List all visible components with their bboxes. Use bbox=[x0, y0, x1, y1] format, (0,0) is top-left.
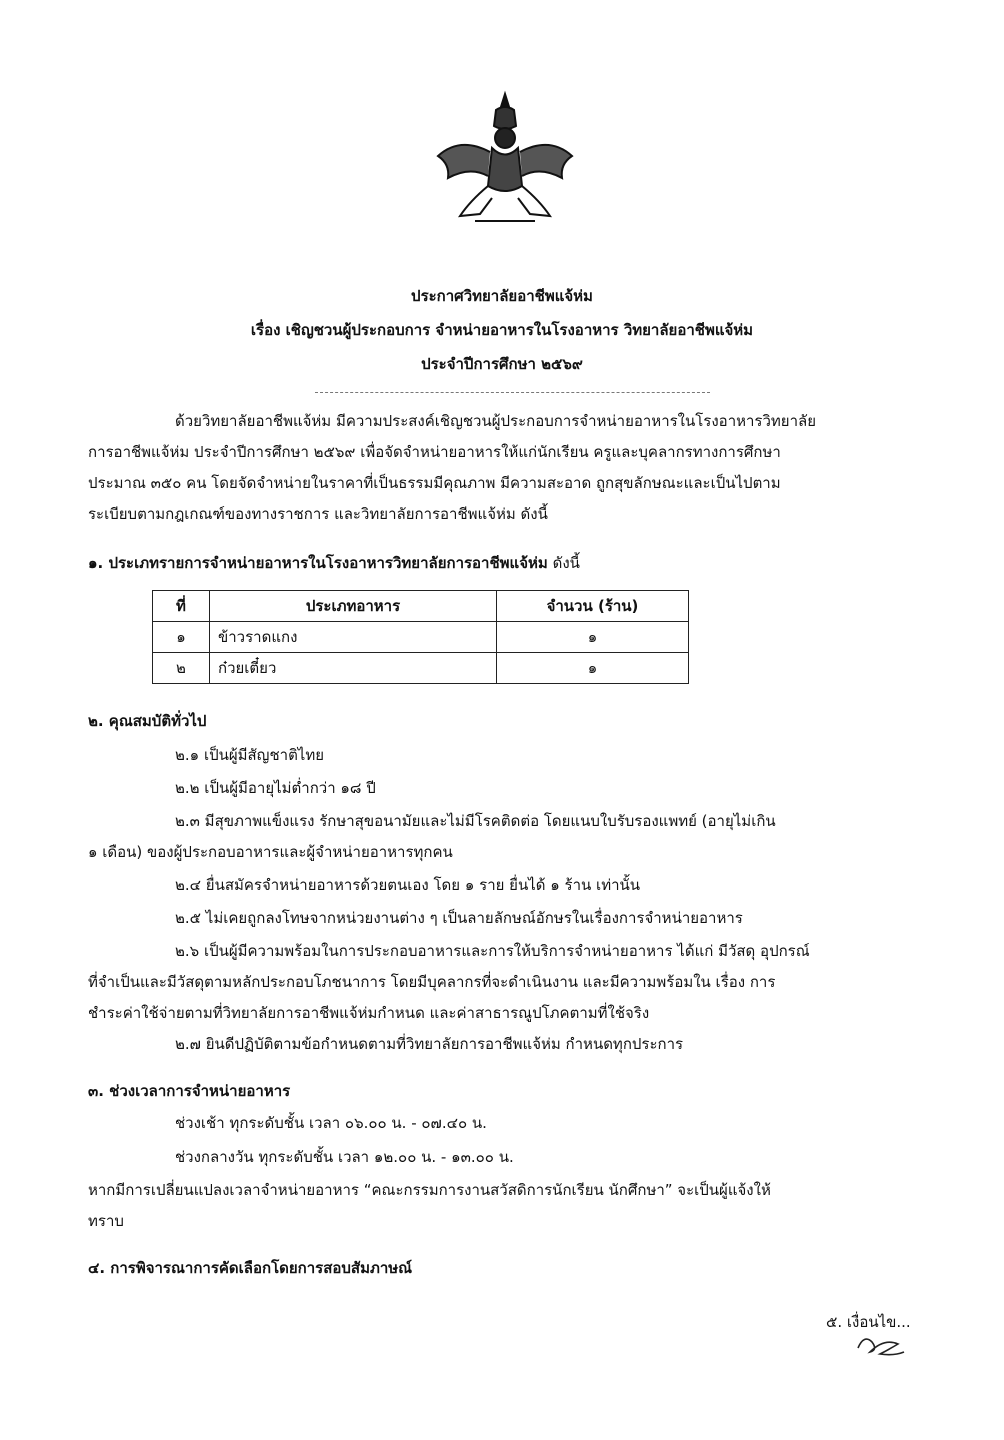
noon-hours: ช่วงกลางวัน ทุกระดับชั้น เวลา ๑๒.๐๐ น. - ๑๓.๐๐ น. bbox=[175, 1148, 514, 1166]
col-header-type: ประเภทอาหาร bbox=[210, 591, 497, 622]
section-1-suffix: ดังนี้ bbox=[552, 554, 580, 572]
initials-signature-icon bbox=[850, 1330, 910, 1360]
section-1-heading bbox=[88, 548, 580, 579]
cell-count: ๑ bbox=[497, 653, 689, 684]
section-4-title: ๔. การพิจารณาการคัดเลือกโดยการสอบสัมภาษณ์ bbox=[88, 1259, 413, 1277]
intro-line-3: ประมาณ ๓๕๐ คน โดยจัดจำหน่ายในราคาที่เป็นธรรมมีคุณภาพ มีความสะอาด ถูกสุขลักษณะและเป็นไปตาม bbox=[88, 474, 781, 492]
qualification-item: ๒.๔ ยื่นสมัครจำหน่ายอาหารด้วยตนเอง โดย ๑ ราย ยื่นได้ ๑ ร้าน เท่านั้น bbox=[175, 876, 641, 894]
academic-year: ประจำปีการศึกษา ๒๕๖๙ bbox=[421, 355, 583, 373]
table-row bbox=[153, 622, 689, 653]
schedule-note-cont: ทราบ bbox=[88, 1212, 124, 1230]
section-1-title: ๑. ประเภทรายการจำหน่ายอาหารในโรงอาหารวิทยาลัยการอาชีพแจ้ห่ม bbox=[88, 554, 548, 572]
cell-type: ก๋วยเตี๋ยว bbox=[210, 653, 497, 684]
qualification-item: ๒.๕ ไม่เคยถูกลงโทษจากหน่วยงานต่าง ๆ เป็นลายลักษณ์อักษรในเรื่องการจำหน่ายอาหาร bbox=[175, 909, 743, 927]
intro-line-2: การอาชีพแจ้ห่ม ประจำปีการศึกษา ๒๕๖๙ เพื่อจัดจำหน่ายอาหารให้แก่นักเรียน ครูและบุคลากรทางการศึกษา bbox=[88, 443, 781, 461]
intro-line-4: ระเบียบตามกฎเกณฑ์ของทางราชการ และวิทยาลัยการอาชีพแจ้ห่ม ดังนี้ bbox=[88, 505, 548, 523]
qualification-item: ๒.๗ ยินดีปฏิบัติตามข้อกำหนดตามที่วิทยาลัยการอาชีพแจ้ห่ม กำหนดทุกประการ bbox=[175, 1035, 684, 1053]
intro-line-1: ด้วยวิทยาลัยอาชีพแจ้ห่ม มีความประสงค์เชิญชวนผู้ประกอบการจำหน่ายอาหารในโรงอาหารวิทยาลัย bbox=[175, 412, 816, 430]
qualification-item-cont: ที่จำเป็นและมีวัสดุตามหลักประกอบโภชนาการ โดยมีบุคลากรที่จะดำเนินงาน และมีความพร้อมใน เรื่อง การ bbox=[88, 973, 776, 991]
morning-hours: ช่วงเช้า ทุกระดับชั้น เวลา ๐๖.๐๐ น. - ๐๗.๔๐ น. bbox=[175, 1114, 487, 1132]
qualification-item-cont: ชำระค่าใช้จ่ายตามที่วิทยาลัยการอาชีพแจ้ห่มกำหนด และค่าสาธารณูปโภคตามที่ใช้จริง bbox=[88, 1004, 650, 1022]
qualification-item: ๒.๓ มีสุขภาพแข็งแรง รักษาสุขอนามัยและไม่มีโรคติดต่อ โดยแนบใบรับรองแพทย์ (อายุไม่เกิน bbox=[175, 812, 776, 830]
section-2-title: ๒. คุณสมบัติทั่วไป bbox=[88, 712, 207, 730]
table-header-row bbox=[153, 591, 689, 622]
cell-type: ข้าวราดแกง bbox=[210, 622, 497, 653]
qualification-item-cont: ๑ เดือน) ของผู้ประกอบอาหารและผู้จำหน่ายอาหารทุกคน bbox=[88, 843, 453, 861]
cell-count: ๑ bbox=[497, 622, 689, 653]
section-3-title: ๓. ช่วงเวลาการจำหน่ายอาหาร bbox=[88, 1082, 291, 1100]
cell-no: ๑ bbox=[153, 622, 210, 653]
continue-marker: ๕. เงื่อนไข... bbox=[826, 1313, 911, 1331]
qualification-item: ๒.๒ เป็นผู้มีอายุไม่ต่ำกว่า ๑๘ ปี bbox=[175, 779, 376, 797]
qualification-item: ๒.๑ เป็นผู้มีสัญชาติไทย bbox=[175, 746, 325, 764]
food-type-table bbox=[152, 590, 689, 684]
announcement-title: ประกาศวิทยาลัยอาชีพแจ้ห่ม bbox=[411, 287, 593, 305]
table-row bbox=[153, 653, 689, 684]
cell-no: ๒ bbox=[153, 653, 210, 684]
qualification-item: ๒.๖ เป็นผู้มีความพร้อมในการประกอบอาหารและการให้บริการจำหน่ายอาหาร ได้แก่ มีวัสดุ อุปกรณ์ bbox=[175, 942, 810, 960]
col-header-count: จำนวน (ร้าน) bbox=[497, 591, 689, 622]
schedule-note: หากมีการเปลี่ยนแปลงเวลาจำหน่ายอาหาร “คณะกรรมการงานสวัสดิการนักเรียน นักศึกษา” จะเป็นผู้แจ้งให้ bbox=[88, 1181, 771, 1199]
announcement-subject: เรื่อง เชิญชวนผู้ประกอบการ จำหน่ายอาหารในโรงอาหาร วิทยาลัยอาชีพแจ้ห่ม bbox=[250, 321, 754, 339]
header-divider bbox=[315, 392, 710, 393]
garuda-emblem-icon bbox=[430, 86, 580, 236]
col-header-no: ที่ bbox=[153, 591, 210, 622]
